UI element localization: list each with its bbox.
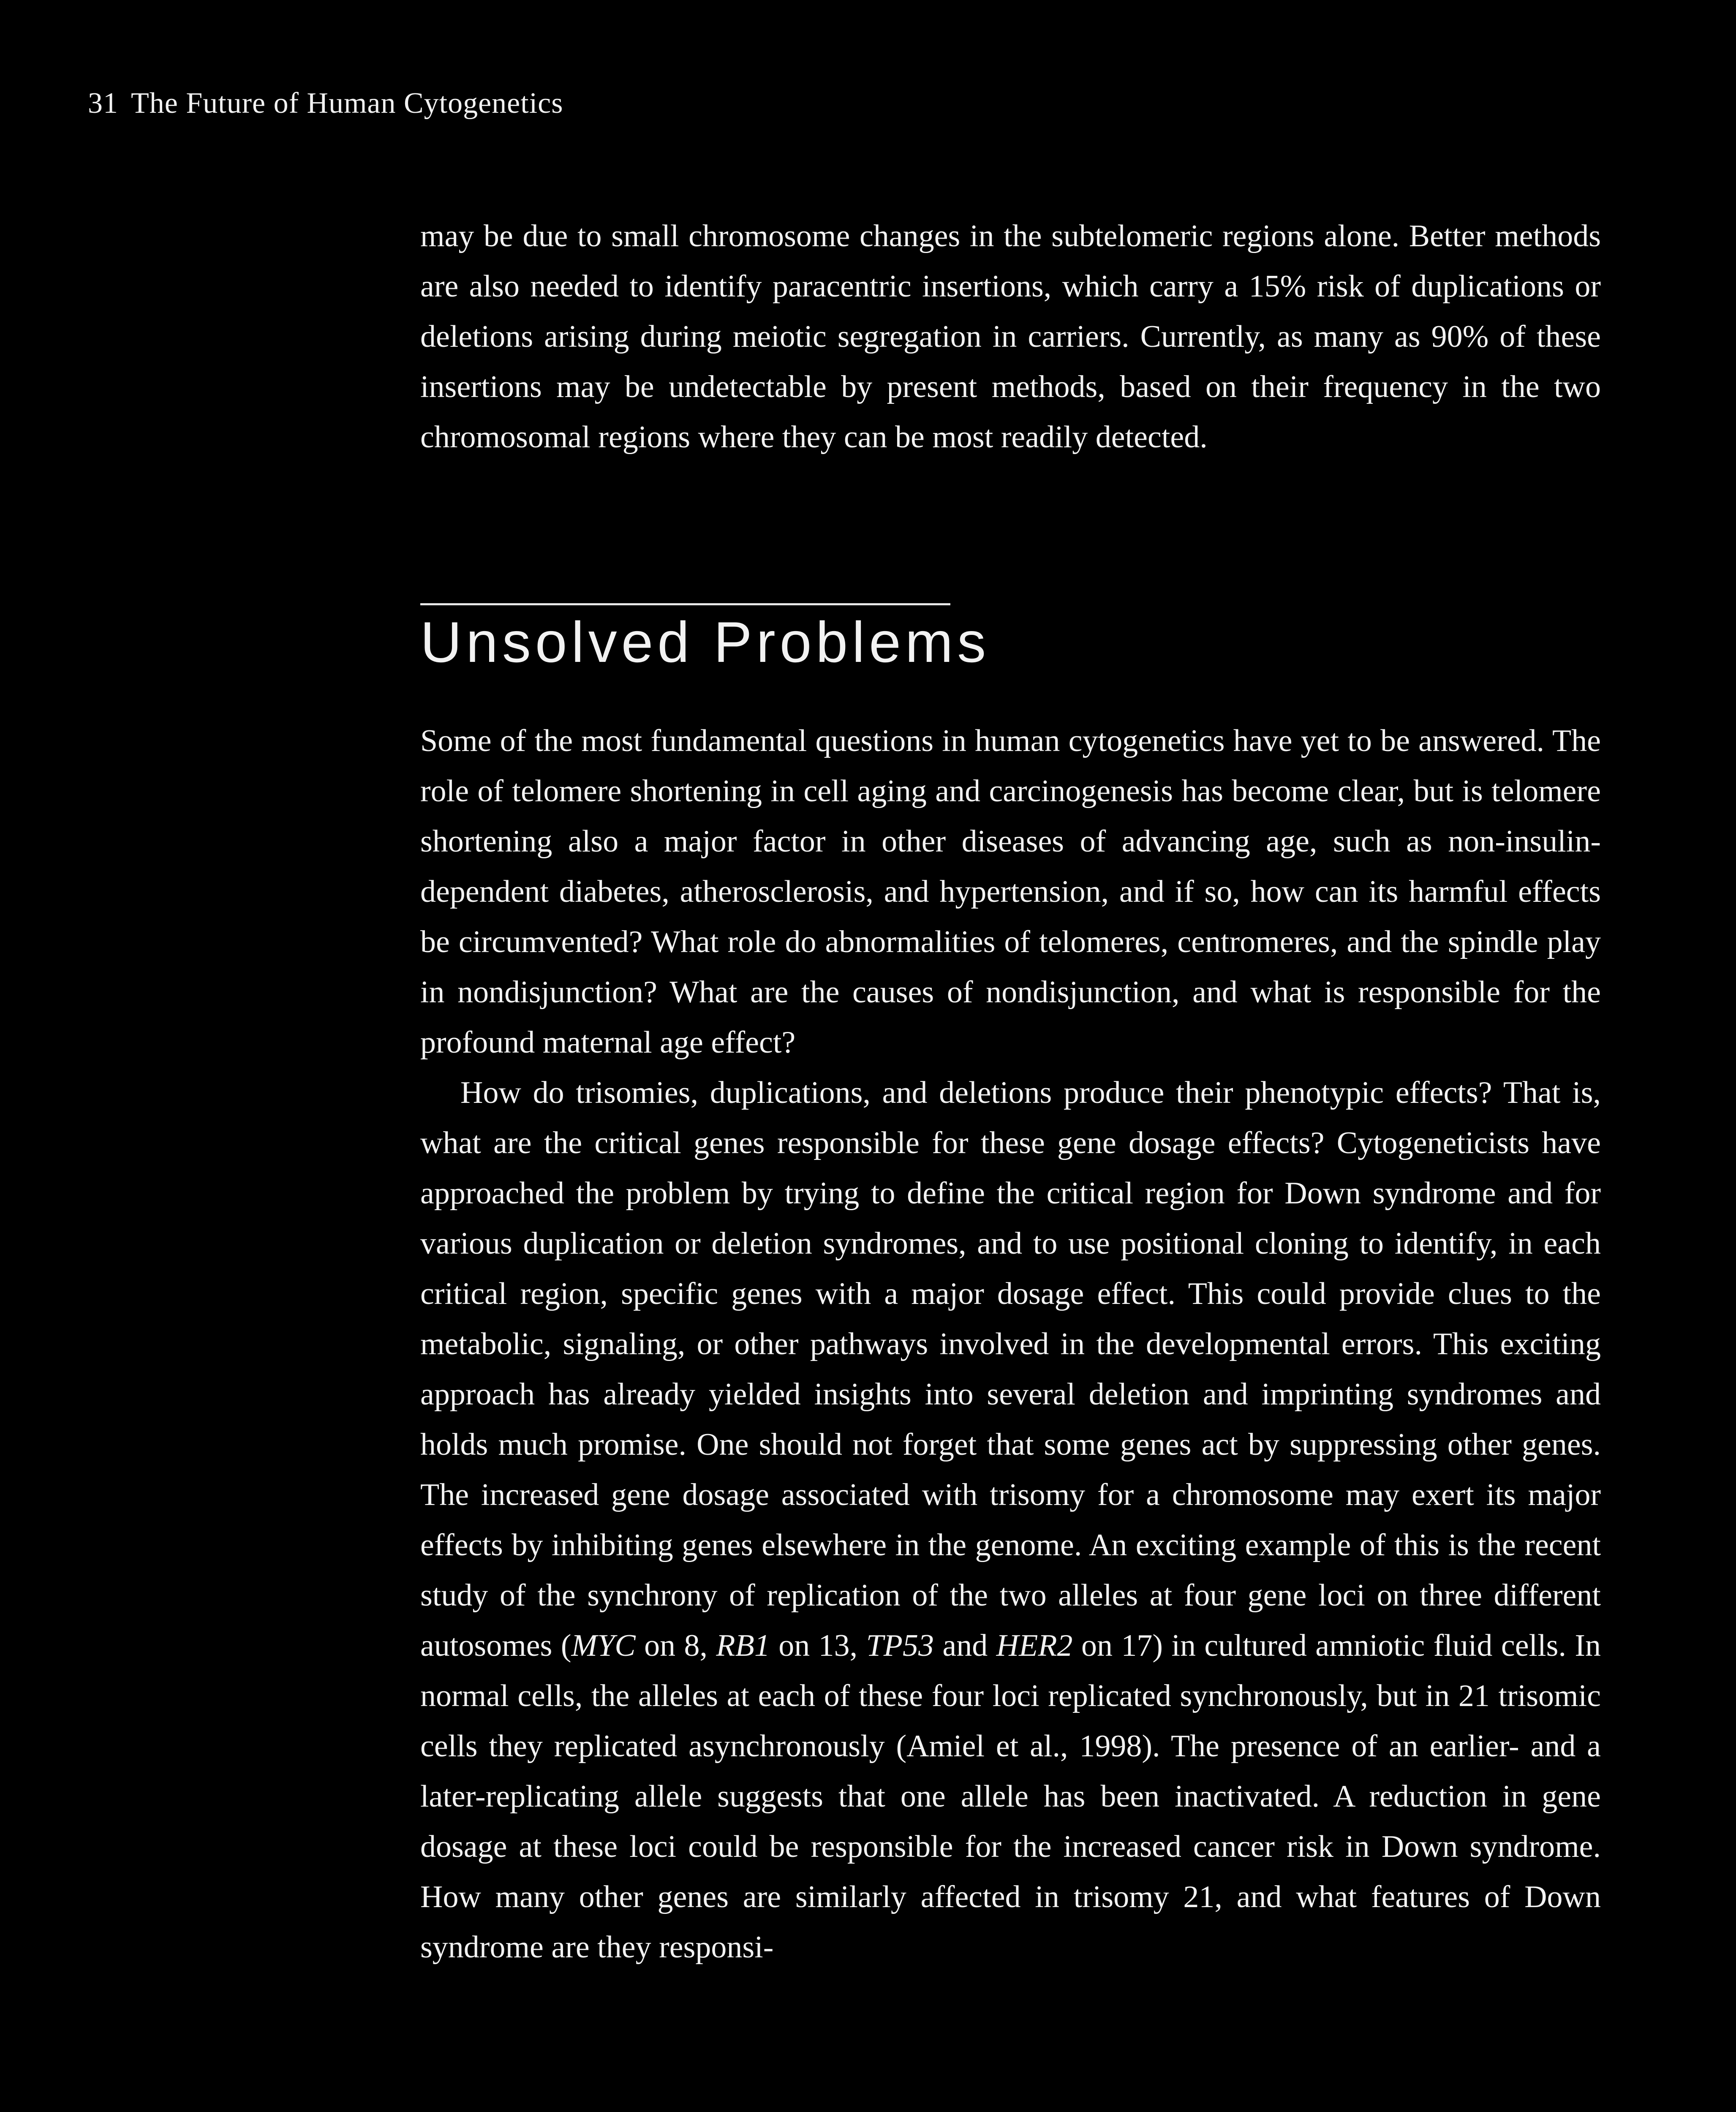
paragraph-2-text: on 13,	[770, 1628, 866, 1663]
continued-text-block	[420, 211, 1601, 463]
gene-name: MYC	[571, 1628, 636, 1663]
section-body	[420, 716, 1601, 1973]
running-head	[88, 87, 563, 120]
chapter-title: The Future of Human Cytogenetics	[131, 87, 563, 120]
paragraph-2-text: on 17) in cultured amniotic fluid cells. In normal cells, the alleles at each of these four loci replicated synchronously, but in 21 trisomic cells they replicated asynchronously (Amiel et al., 1998). The presence of an earlier- and a later-replicating allele suggests that one allele has been inactivated. A reduction in gene dosage at these loci could be responsible for the increased cancer risk in Down syndrome. How many other genes are similarly affected in trisomy 21, and what features of Down syndrome are they responsi-	[420, 1628, 1601, 1965]
paragraph-2	[420, 1068, 1601, 1973]
continued-paragraph: may be due to small chromosome changes in the subtelomeric regions alone. Better methods are also needed to identify paracentric insertions, which carry a 15% risk of duplications or deletions arising during meiotic segregation in carriers. Currently, as many as 90% of these insertions may be undetectable by present methods, based on their frequency in the two chromosomal regions where they can be most readily detected.	[420, 219, 1601, 455]
paragraph-2-text: on 8,	[635, 1628, 716, 1663]
gene-name: HER2	[996, 1628, 1073, 1663]
paragraph-1: Some of the most fundamental questions in human cytogenetics have yet to be answered. The role of telomere shortening in cell aging and carcinogenesis has become clear, but is telomere shortening also a major factor in other diseases of advancing age, such as non-insulin-dependent diabetes, atherosclerosis, and hypertension, and if so, how can its harmful effects be circumvented? What role do abnormalities of telomeres, centromeres, and the spindle play in nondisjunction? What are the causes of nondisjunction, and what is responsible for the profound maternal age effect?	[420, 724, 1601, 1060]
gene-name: RB1	[716, 1628, 770, 1663]
section-heading: Unsolved Problems	[420, 610, 990, 674]
paragraph-2-text: How do trisomies, duplications, and deletions produce their phenotypic effects? That is, what are the critical genes responsible for these gene dosage effects? Cytogeneticists have approached the problem by trying to define the critical region for Down syndrome and for various duplication or deletion syndromes, and to use positional cloning to identify, in each critical region, specific genes with a major dosage effect. This could provide clues to the metabolic, signaling, or other pathways involved in the developmental errors. This exciting approach has already yielded insights into several deletion and imprinting syndromes and holds much promise. One should not forget that some genes act by suppressing other genes. The increased gene dosage associated with trisomy for a chromosome may exert its major effects by inhibiting genes elsewhere in the genome. An exciting example of this is the recent study of the synchrony of replication of the two alleles at four gene loci on three different autosomes (	[420, 1075, 1601, 1663]
gene-name: TP53	[866, 1628, 934, 1663]
paragraph-2-text: and	[933, 1628, 996, 1663]
chapter-number: 31	[88, 87, 118, 120]
